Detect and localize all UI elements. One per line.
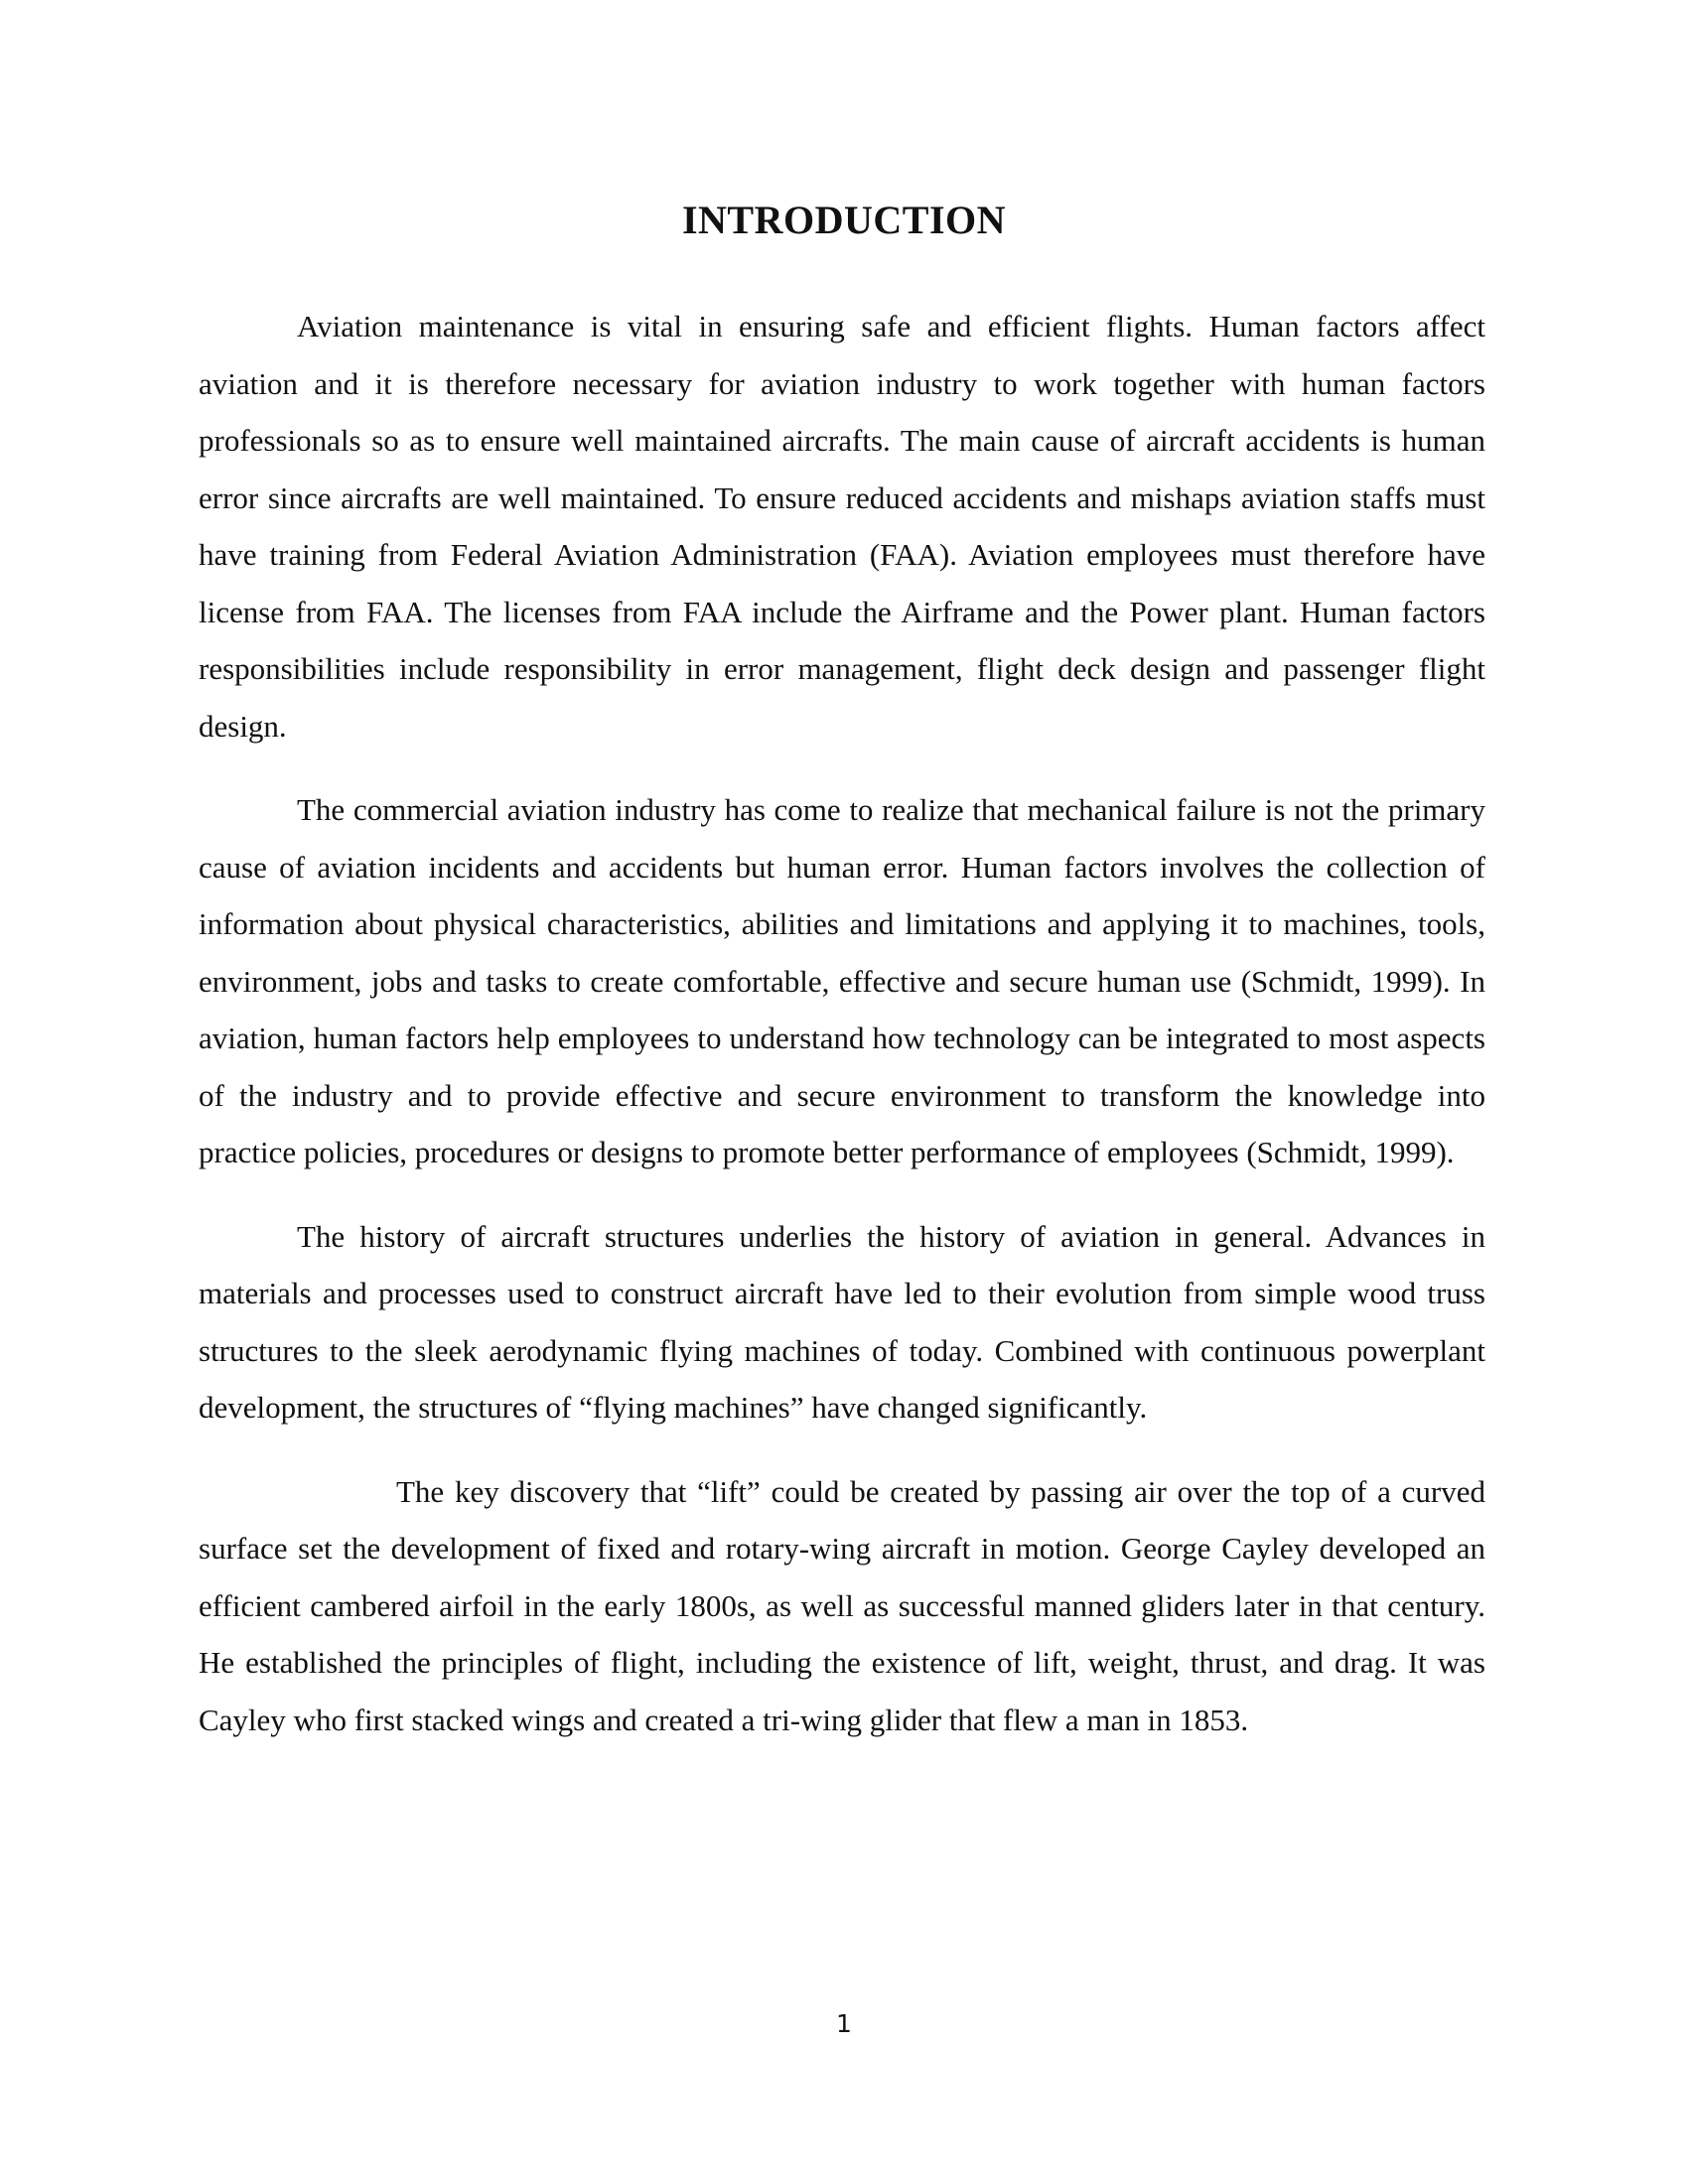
paragraph-human-factors: The commercial aviation industry has come to realize that mechanical failure is not the primary cause of aviation incidents and accidents but human error. Human factors involves the collection of information about physical characteristics, abilities and limitations and applying it to machines, tools, environment, jobs and tasks to create comfortable, effective and secure human use (Schmidt, 1999). In aviation, human factors help employees to understand how technology can be integrated to most aspects of the industry and to provide effective and secure environment to transform the knowledge into practice policies, procedures or designs to promote better performance of employees (Schmidt, 1999).	[199, 792, 1485, 1169]
paragraph-aircraft-structures: The history of aircraft structures underlies the history of aviation in general. Advances in materials and processes used to construct aircraft have led to their evolution from simple wood truss structures to the sleek aerodynamic flying machines of today. Combined with continuous powerplant development, the structures of “flying machines” have changed significantly.	[199, 1218, 1485, 1425]
paragraph-lift-discovery: The key discovery that “lift” could be created by passing air over the top of a curved surface set the development of fixed and rotary-wing aircraft in motion. George Cayley developed an efficient cambered airfoil in the early 1800s, as well as successful manned gliders later in that century. He established the principles of flight, including the existence of lift, weight, thrust, and drag. It was Cayley who first stacked wings and created a tri-wing glider that flew a man in 1853.	[199, 1473, 1485, 1737]
page-number: 1	[836, 2009, 852, 2038]
page-title: INTRODUCTION	[681, 198, 1007, 242]
body-text	[199, 298, 1485, 1775]
paragraph-maintenance: Aviation maintenance is vital in ensuring safe and efficient flights. Human factors affect aviation and it is therefore necessary for aviation industry to work together with human factors professionals so as to ensure well maintained aircrafts. The main cause of aircraft accidents is human error since aircrafts are well maintained. To ensure reduced accidents and mishaps aviation staffs must have training from Federal Aviation Administration (FAA). Aviation employees must therefore have license from FAA. The licenses from FAA include the Airframe and the Power plant. Human factors responsibilities include responsibility in error management, flight deck design and passenger flight design.	[199, 309, 1485, 744]
